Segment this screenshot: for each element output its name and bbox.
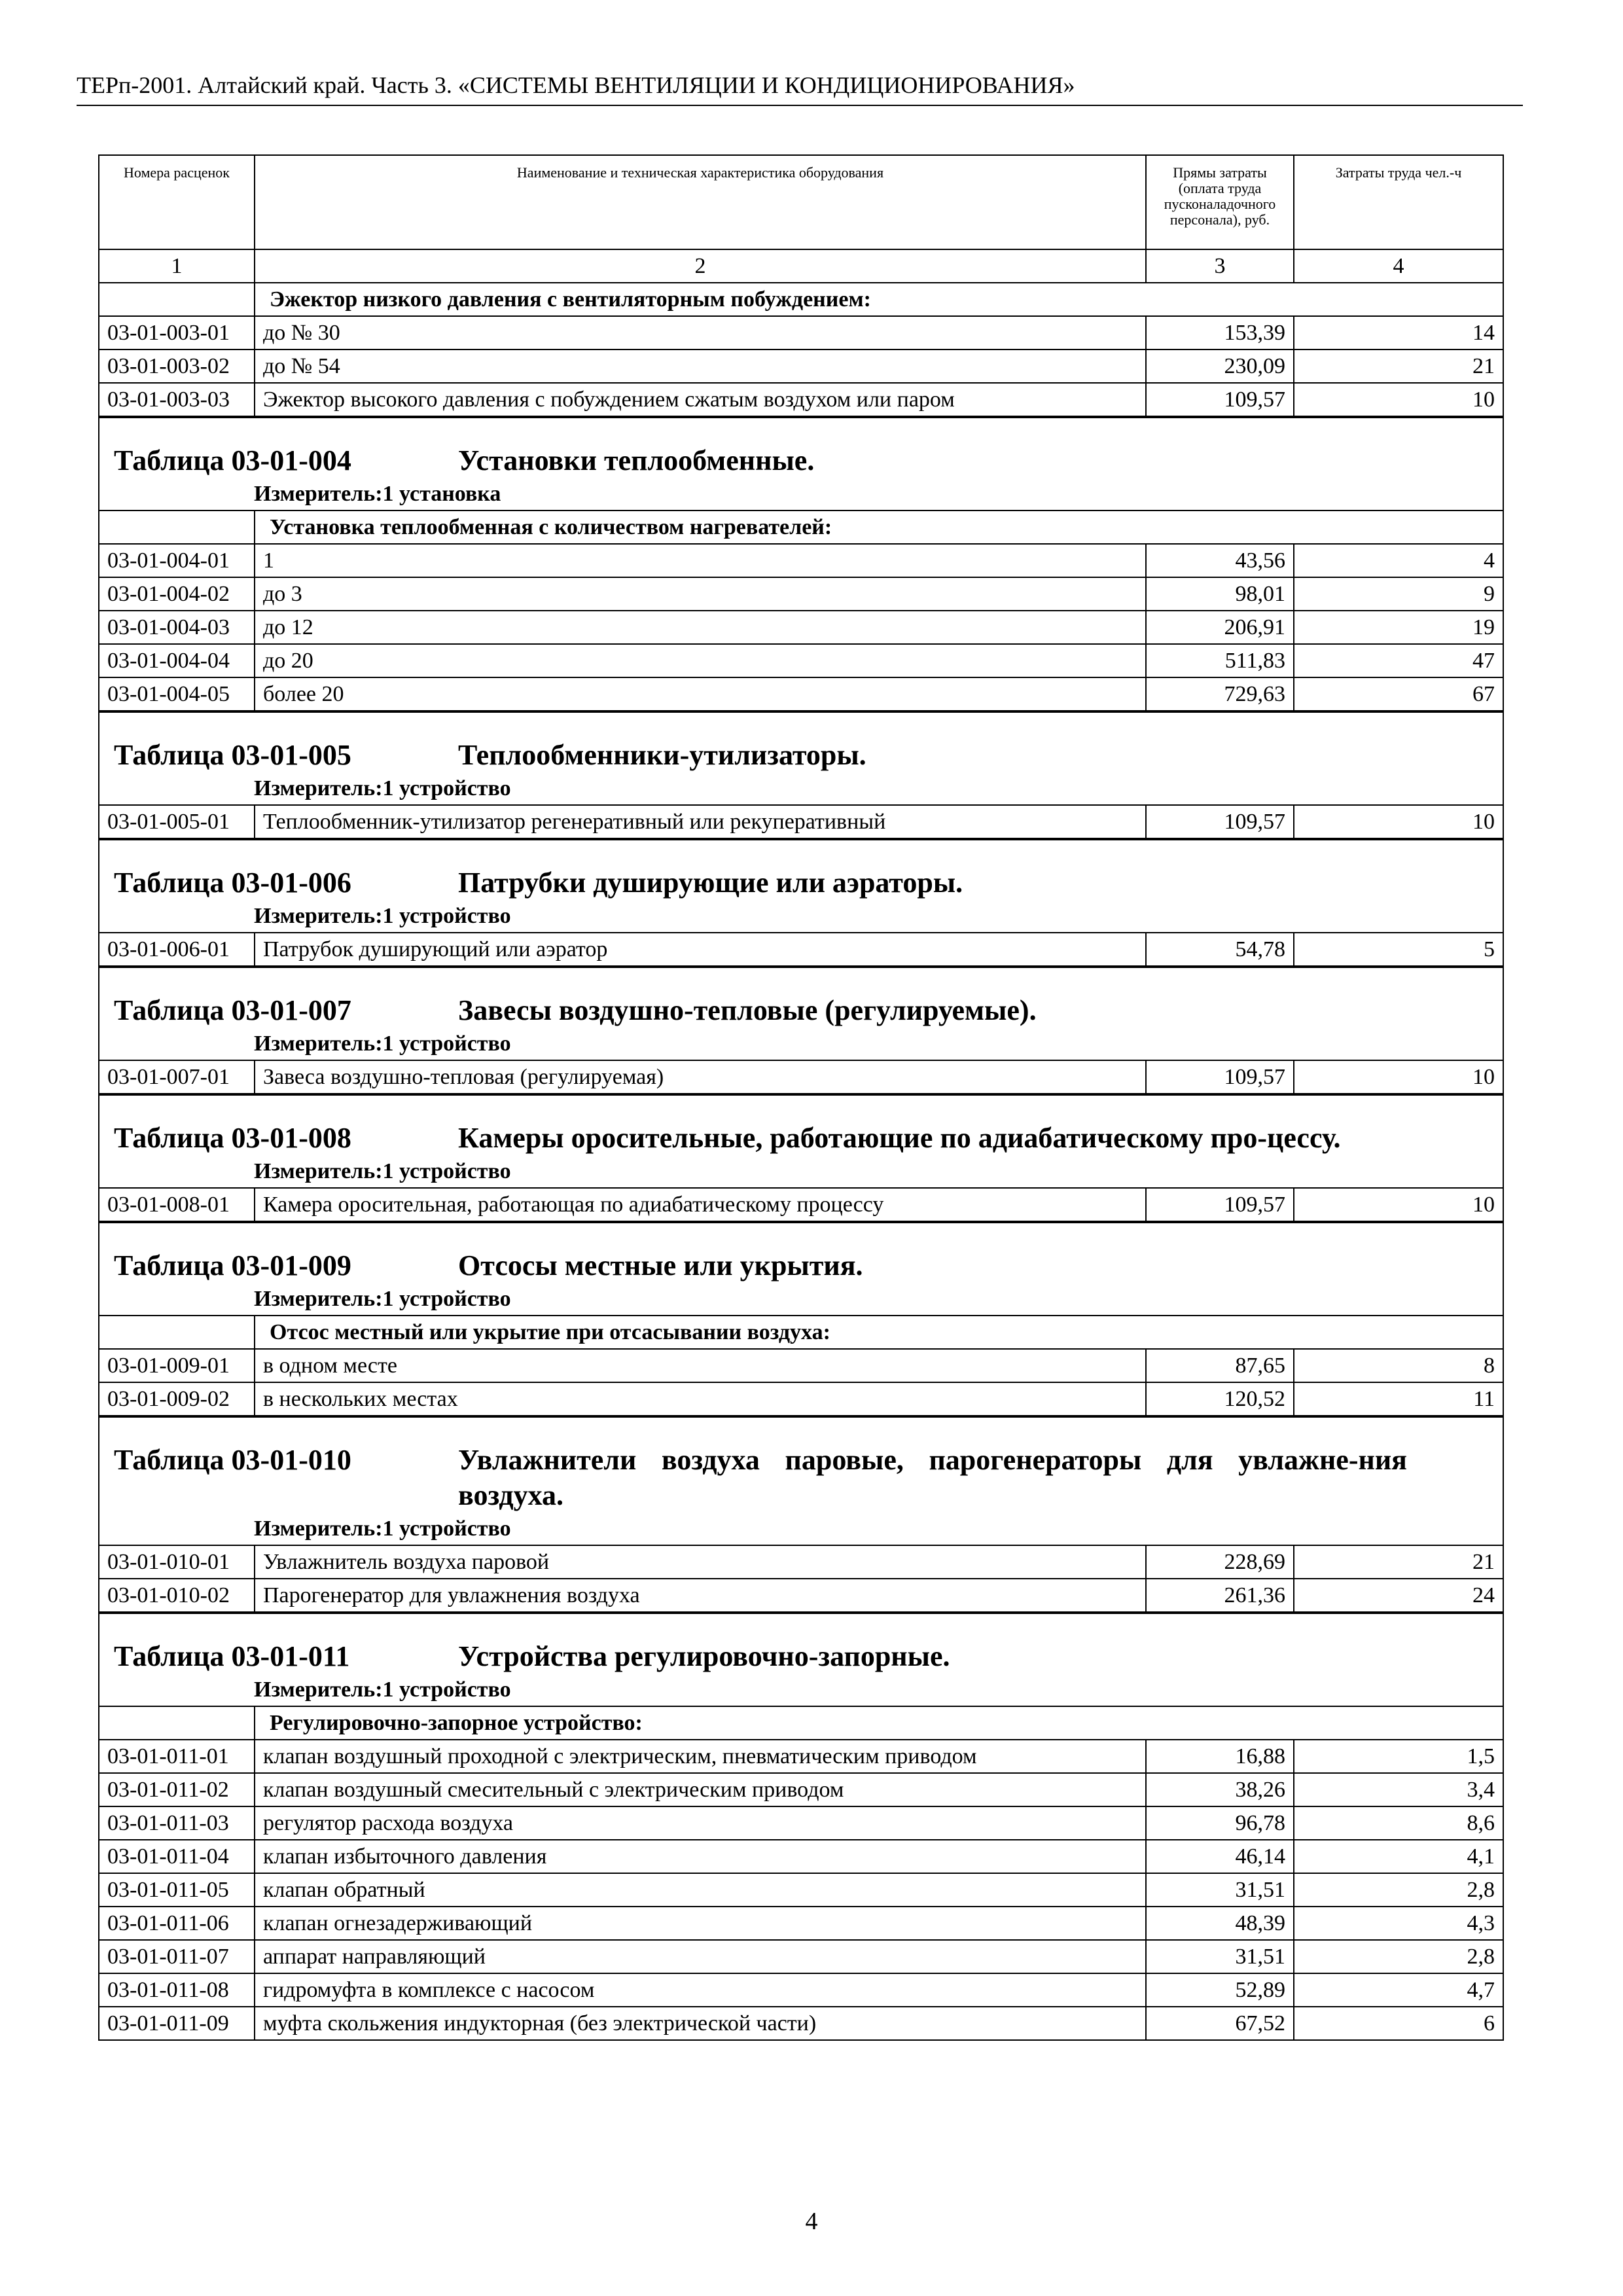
table-title: Установки теплообменные.: [458, 444, 815, 476]
labor-cost: 10: [1294, 805, 1503, 838]
table-heading: [99, 418, 1503, 478]
rate-code: 03-01-011-08: [99, 1973, 255, 2007]
rate-code: 03-01-010-01: [99, 1545, 255, 1579]
page-header: ТЕРп-2001. Алтайский край. Часть 3. «СИСТЕМЫ ВЕНТИЛЯЦИИ И КОНДИЦИОНИРОВАНИЯ»: [77, 72, 1075, 98]
unit-label: Измеритель:1 устройство: [99, 1156, 1503, 1188]
labor-cost: 3,4: [1294, 1773, 1503, 1806]
table-row: [99, 1840, 1503, 1873]
direct-cost: 96,78: [1146, 1806, 1294, 1840]
labor-cost: 2,8: [1294, 1873, 1503, 1907]
table-row: [99, 933, 1503, 966]
direct-cost: 31,51: [1146, 1940, 1294, 1973]
group-label: Отсос местный или укрытие при отсасывании воздуха:: [255, 1316, 1503, 1349]
rate-code: 03-01-003-02: [99, 350, 255, 383]
direct-cost: 38,26: [1146, 1773, 1294, 1806]
unit-label: Измеритель:1 установка: [99, 478, 1503, 511]
table-heading-cell: [99, 1613, 1503, 1674]
equipment-name: клапан обратный: [255, 1873, 1146, 1907]
labor-cost: 10: [1294, 1060, 1503, 1094]
direct-cost: 46,14: [1146, 1840, 1294, 1873]
table-heading: [99, 713, 1503, 773]
labor-cost: 14: [1294, 316, 1503, 350]
equipment-name: до 3: [255, 577, 1146, 611]
direct-cost: 153,39: [1146, 316, 1294, 350]
direct-cost: 98,01: [1146, 577, 1294, 611]
column-number: 3: [1146, 249, 1294, 283]
table-row: [99, 544, 1503, 577]
rate-code: 03-01-004-04: [99, 644, 255, 677]
rate-code: 03-01-010-02: [99, 1579, 255, 1612]
direct-cost: 120,52: [1146, 1382, 1294, 1416]
column-number: 1: [99, 249, 255, 283]
direct-cost: 16,88: [1146, 1740, 1294, 1773]
unit-label: Измеритель:1 устройство: [99, 1283, 1503, 1316]
direct-cost: 511,83: [1146, 644, 1294, 677]
rate-code: 03-01-004-03: [99, 611, 255, 644]
table-code: Таблица 03-01-007: [114, 994, 351, 1026]
rate-code: 03-01-011-04: [99, 1840, 255, 1873]
group-row: [99, 511, 1503, 544]
equipment-name: клапан воздушный проходной с электрическим, пневматическим приводом: [255, 1740, 1146, 1773]
table-row: [99, 1188, 1503, 1221]
table-heading-cell: [99, 418, 1503, 478]
table-heading-row: [99, 1095, 1503, 1156]
table-row: [99, 1382, 1503, 1416]
table-row: [99, 644, 1503, 677]
group-row: [99, 1706, 1503, 1740]
labor-cost: 24: [1294, 1579, 1503, 1612]
group-row: [99, 283, 1503, 316]
table-row: [99, 2007, 1503, 2040]
direct-cost: 206,91: [1146, 611, 1294, 644]
unit-row: [99, 1156, 1503, 1188]
labor-cost: 4,1: [1294, 1840, 1503, 1873]
column-header-codes: Номера расценок: [99, 155, 255, 249]
rate-code: 03-01-008-01: [99, 1188, 255, 1221]
rate-code: 03-01-004-05: [99, 677, 255, 711]
group-label: Регулировочно-запорное устройство:: [255, 1706, 1503, 1740]
table-row: [99, 383, 1503, 416]
direct-cost: 43,56: [1146, 544, 1294, 577]
equipment-name: до № 30: [255, 316, 1146, 350]
table-heading-cell: [99, 712, 1503, 773]
table-heading-row: [99, 712, 1503, 773]
column-header-row: [99, 155, 1503, 249]
labor-cost: 8: [1294, 1349, 1503, 1382]
unit-label: Измеритель:1 устройство: [99, 1674, 1503, 1706]
table-row: [99, 1060, 1503, 1094]
equipment-name: Эжектор высокого давления с побуждением сжатым воздухом или паром: [255, 383, 1146, 416]
equipment-name: Завеса воздушно-тепловая (регулируемая): [255, 1060, 1146, 1094]
direct-cost: 109,57: [1146, 1060, 1294, 1094]
equipment-name: аппарат направляющий: [255, 1940, 1146, 1973]
rate-code: 03-01-006-01: [99, 933, 255, 966]
group-empty-cell: [99, 511, 255, 544]
table-heading: [99, 1418, 1503, 1513]
direct-cost: 230,09: [1146, 350, 1294, 383]
labor-cost: 21: [1294, 350, 1503, 383]
labor-cost: 8,6: [1294, 1806, 1503, 1840]
group-row: [99, 1316, 1503, 1349]
unit-row: [99, 901, 1503, 933]
direct-cost: 109,57: [1146, 1188, 1294, 1221]
table-title: Патрубки душирующие или аэраторы.: [458, 867, 963, 899]
column-header-name: Наименование и техническая характеристика оборудования: [255, 155, 1146, 249]
equipment-name: Камера оросительная, работающая по адиабатическому процессу: [255, 1188, 1146, 1221]
page-number: 4: [805, 2208, 818, 2235]
table-code: Таблица 03-01-005: [114, 739, 351, 771]
price-table: [98, 154, 1504, 2041]
equipment-name: до 20: [255, 644, 1146, 677]
table-row: [99, 1545, 1503, 1579]
table-heading-row: [99, 1613, 1503, 1674]
table-row: [99, 577, 1503, 611]
unit-row: [99, 1513, 1503, 1545]
unit-label: Измеритель:1 устройство: [99, 1513, 1503, 1545]
table-title: Отсосы местные или укрытия.: [458, 1249, 863, 1282]
direct-cost: 109,57: [1146, 805, 1294, 838]
table-row: [99, 1907, 1503, 1940]
equipment-name: более 20: [255, 677, 1146, 711]
rate-code: 03-01-004-01: [99, 544, 255, 577]
table-row: [99, 677, 1503, 711]
table-heading: [99, 840, 1503, 901]
rate-code: 03-01-009-02: [99, 1382, 255, 1416]
table-code: Таблица 03-01-006: [114, 867, 351, 899]
group-label: Эжектор низкого давления с вентиляторным побуждением:: [255, 283, 1503, 316]
unit-label: Измеритель:1 устройство: [99, 901, 1503, 933]
table-heading-cell: [99, 1417, 1503, 1513]
equipment-name: регулятор расхода воздуха: [255, 1806, 1146, 1840]
rate-code: 03-01-003-01: [99, 316, 255, 350]
equipment-name: клапан воздушный смесительный с электрическим приводом: [255, 1773, 1146, 1806]
table-heading-cell: [99, 1223, 1503, 1283]
equipment-name: в нескольких местах: [255, 1382, 1146, 1416]
table-heading-cell: [99, 1095, 1503, 1156]
labor-cost: 4,7: [1294, 1973, 1503, 2007]
unit-row: [99, 773, 1503, 805]
unit-row: [99, 1674, 1503, 1706]
table-title: Камеры оросительные, работающие по адиабатическому про-цессу.: [458, 1122, 1341, 1154]
rate-code: 03-01-009-01: [99, 1349, 255, 1382]
table-row: [99, 1973, 1503, 2007]
table-heading-row: [99, 840, 1503, 901]
table-heading-row: [99, 418, 1503, 478]
labor-cost: 4: [1294, 544, 1503, 577]
table-heading: [99, 1096, 1503, 1156]
labor-cost: 10: [1294, 383, 1503, 416]
rate-code: 03-01-004-02: [99, 577, 255, 611]
table-heading-row: [99, 1223, 1503, 1283]
table-row: [99, 1873, 1503, 1907]
equipment-name: Увлажнитель воздуха паровой: [255, 1545, 1146, 1579]
group-empty-cell: [99, 1706, 255, 1740]
labor-cost: 9: [1294, 577, 1503, 611]
labor-cost: 5: [1294, 933, 1503, 966]
table-heading-cell: [99, 967, 1503, 1028]
labor-cost: 11: [1294, 1382, 1503, 1416]
unit-row: [99, 1028, 1503, 1060]
rate-code: 03-01-011-05: [99, 1873, 255, 1907]
table-row: [99, 1349, 1503, 1382]
table-title: Завесы воздушно-тепловые (регулируемые).: [458, 994, 1037, 1026]
labor-cost: 19: [1294, 611, 1503, 644]
table-row: [99, 316, 1503, 350]
equipment-name: гидромуфта в комплексе с насосом: [255, 1973, 1146, 2007]
rate-code: 03-01-007-01: [99, 1060, 255, 1094]
group-empty-cell: [99, 1316, 255, 1349]
direct-cost: 52,89: [1146, 1973, 1294, 2007]
direct-cost: 87,65: [1146, 1349, 1294, 1382]
table-heading: [99, 1614, 1503, 1674]
unit-row: [99, 478, 1503, 511]
column-number: 4: [1294, 249, 1503, 283]
rate-code: 03-01-011-09: [99, 2007, 255, 2040]
table-heading-row: [99, 1417, 1503, 1513]
unit-row: [99, 1283, 1503, 1316]
table-heading: [99, 968, 1503, 1028]
equipment-name: в одном месте: [255, 1349, 1146, 1382]
equipment-name: до № 54: [255, 350, 1146, 383]
direct-cost: 48,39: [1146, 1907, 1294, 1940]
table-title: Устройства регулировочно-запорные.: [458, 1640, 950, 1672]
table-title: Теплообменники-утилизаторы.: [458, 739, 866, 771]
direct-cost: 261,36: [1146, 1579, 1294, 1612]
column-number: 2: [255, 249, 1146, 283]
equipment-name: до 12: [255, 611, 1146, 644]
direct-cost: 109,57: [1146, 383, 1294, 416]
equipment-name: 1: [255, 544, 1146, 577]
direct-cost: 31,51: [1146, 1873, 1294, 1907]
direct-cost: 54,78: [1146, 933, 1294, 966]
labor-cost: 47: [1294, 644, 1503, 677]
table-row: [99, 805, 1503, 838]
equipment-name: Парогенератор для увлажнения воздуха: [255, 1579, 1146, 1612]
equipment-name: клапан огнезадерживающий: [255, 1907, 1146, 1940]
table-row: [99, 350, 1503, 383]
equipment-name: муфта скольжения индукторная (без электрической части): [255, 2007, 1146, 2040]
labor-cost: 2,8: [1294, 1940, 1503, 1973]
table-heading: [99, 1223, 1503, 1283]
table-row: [99, 1940, 1503, 1973]
labor-cost: 10: [1294, 1188, 1503, 1221]
table-code: Таблица 03-01-008: [114, 1122, 351, 1154]
direct-cost: 67,52: [1146, 2007, 1294, 2040]
column-header-labor: Затраты труда чел.-ч: [1294, 155, 1503, 249]
group-label: Установка теплообменная с количеством нагревателей:: [255, 511, 1503, 544]
rate-code: 03-01-005-01: [99, 805, 255, 838]
table-row: [99, 1579, 1503, 1612]
table-code: Таблица 03-01-011: [114, 1640, 350, 1672]
rate-code: 03-01-011-01: [99, 1740, 255, 1773]
rate-code: 03-01-011-06: [99, 1907, 255, 1940]
equipment-name: клапан избыточного давления: [255, 1840, 1146, 1873]
equipment-name: Патрубок душирующий или аэратор: [255, 933, 1146, 966]
table-row: [99, 1806, 1503, 1840]
header-rule: [77, 105, 1523, 106]
table-heading-cell: [99, 840, 1503, 901]
group-empty-cell: [99, 283, 255, 316]
table-heading-row: [99, 967, 1503, 1028]
table-code: Таблица 03-01-009: [114, 1249, 351, 1282]
direct-cost: 729,63: [1146, 677, 1294, 711]
labor-cost: 6: [1294, 2007, 1503, 2040]
table-row: [99, 611, 1503, 644]
unit-label: Измеритель:1 устройство: [99, 773, 1503, 805]
labor-cost: 21: [1294, 1545, 1503, 1579]
equipment-name: Теплообменник-утилизатор регенеративный или рекуперативный: [255, 805, 1146, 838]
table-code: Таблица 03-01-010: [114, 1444, 351, 1476]
table-title: Увлажнители воздуха паровые, парогенераторы для увлажне-ния воздуха.: [458, 1444, 1407, 1511]
rate-code: 03-01-011-07: [99, 1940, 255, 1973]
table-code: Таблица 03-01-004: [114, 444, 351, 476]
labor-cost: 1,5: [1294, 1740, 1503, 1773]
column-header-cost: Прямы затраты (оплата труда пусконаладочного персонала), руб.: [1146, 155, 1294, 249]
rate-code: 03-01-003-03: [99, 383, 255, 416]
rate-code: 03-01-011-03: [99, 1806, 255, 1840]
table-row: [99, 1740, 1503, 1773]
table-row: [99, 1773, 1503, 1806]
labor-cost: 4,3: [1294, 1907, 1503, 1940]
rate-code: 03-01-011-02: [99, 1773, 255, 1806]
direct-cost: 228,69: [1146, 1545, 1294, 1579]
unit-label: Измеритель:1 устройство: [99, 1028, 1503, 1060]
column-number-row: [99, 249, 1503, 283]
labor-cost: 67: [1294, 677, 1503, 711]
